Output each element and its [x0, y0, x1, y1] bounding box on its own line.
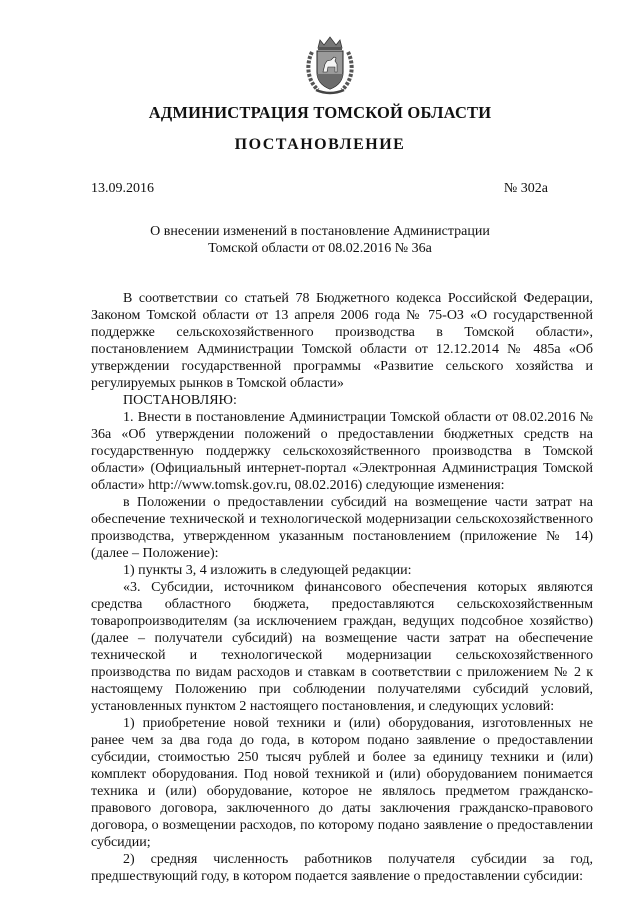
body-paragraph: 2) средняя численность работников получателя субсидии за год, предшествующий году, в котором подается заявление о предоставлении субсидии: — [91, 852, 593, 884]
organization-title: АДМИНИСТРАЦИЯ ТОМСКОЙ ОБЛАСТИ — [148, 103, 492, 122]
body-paragraph: «3. Субсидии, источником финансового обеспечения которых являются средства областного бюджета, предоставляются сельскохозяйственным товаропроизводителям (за исключением граждан, ведущих подсобное хозяйство) (далее – получатели субсидий) на возмещение части затрат на обеспечение технической и технологической модернизации сельскохозяйственного производства по видам расходов и ставкам в соответствии с приложением № 2 к настоящему Положению при соблюдении получателями субсидий условий, установленных пунктом 2 настоящего постановления, и следующих условий: — [91, 580, 593, 714]
body-paragraph: 1) приобретение новой техники и (или) оборудования, изготовленных не ранее чем за два года до года, в котором подано заявление о предоставлении субсидии, стоимостью 250 тысяч рублей и более за единицу техники и (или) комплект оборудования. Под новой техникой и (или) оборудованием понимается техника и (или) оборудование, которое не являлось предметом гражданско-правового договора, заключенного до даты заключения гражданско-правового договора, о возмещении расходов, по которому подано заявление о предоставлении субсидии; — [91, 716, 593, 850]
document-date: 13.09.2016 — [91, 181, 154, 196]
document-body — [91, 290, 593, 885]
body-paragraph: в Положении о предоставлении субсидий на возмещение части затрат на обеспечение технической и технологической модернизации сельскохозяйственного производства, утвержденном указанным постановлением (приложение № 14) (далее – Положение): — [91, 495, 593, 561]
body-paragraph: 1) пункты 3, 4 изложить в следующей редакции: — [123, 563, 412, 578]
subject-line: Томской области от 08.02.2016 № 36а — [208, 241, 432, 256]
body-paragraph: 1. Внести в постановление Администрации Томской области от 08.02.2016 № 36а «Об утверждении положений о предоставлении бюджетных средств на государственную поддержку сельскохозяйственного производства в Томской области» (Официальный интернет-портал «Электронная Администрация Томской области» http://www.tomsk.gov.ru, 08.02.2016) следующие изменения: — [91, 410, 593, 493]
subject-line: О внесении изменений в постановление Администрации — [150, 224, 490, 239]
document-type-title: ПОСТАНОВЛЕНИЕ — [234, 136, 406, 153]
body-paragraph: В соответствии со статьей 78 Бюджетного кодекса Российской Федерации, Законом Томской области от 13 апреля 2006 года № 75-ОЗ «О государственной поддержке сельскохозяйственного производства в Томской области», постановлением Администрации Томской области от 12.12.2014 № 485а «Об утверждении государственной программы «Развитие сельского хозяйства и регулируемых рынков в Томской области» — [91, 291, 593, 391]
body-paragraph-resolve: ПОСТАНОВЛЯЮ: — [123, 393, 237, 408]
tomsk-region-coat-of-arms-icon — [304, 34, 356, 96]
document-number: № 302а — [503, 181, 548, 196]
document-subject — [0, 223, 640, 257]
